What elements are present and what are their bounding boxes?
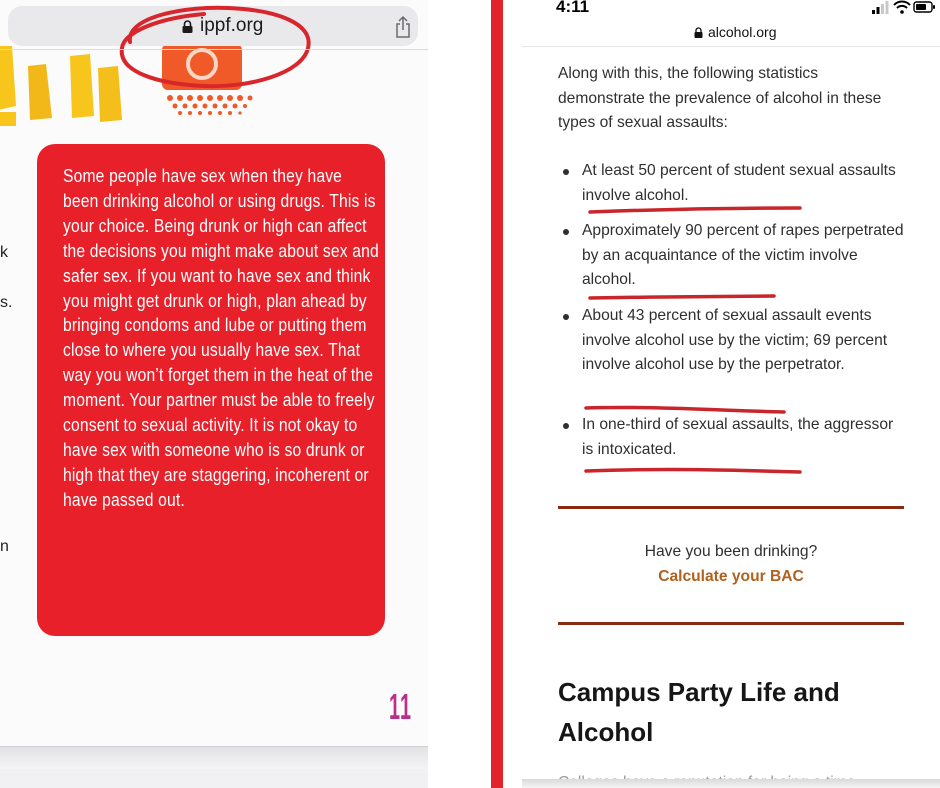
right-screenshot-panel [522, 0, 940, 788]
cut-off-text-fragment: s. [0, 294, 13, 311]
cut-off-text-fragment: n [0, 538, 9, 555]
callout-text: Some people have sex when they have been drinking alcohol or using drugs. This is your choice. Being drunk or high can affect the decisions you might make about sex and safer sex. If you want to have sex and think you might get drunk or high, plan ahead by bringing condoms and lube or putting them close to where you usually have sex. That way you won’t forget them in the heat of the moment. Your partner must be able to freely consent to sexual activity. It is not okay to have sex with someone who is so drunk or high that they are staggering, incoherent or have passed out. [63, 166, 379, 510]
left-screenshot-panel [0, 0, 428, 788]
red-callout-box [37, 144, 385, 636]
calculate-bac-link[interactable]: Calculate your BAC [658, 568, 804, 585]
toolbar-shadow [0, 747, 428, 769]
header-divider [0, 49, 428, 50]
share-icon[interactable] [394, 16, 412, 38]
lock-icon [694, 27, 703, 38]
list-item: In one-third of sexual assaults, the aggressor is intoxicated. [558, 413, 908, 462]
page-number: 11 [389, 686, 413, 727]
browser-bottom-toolbar [0, 746, 428, 788]
red-separator-bar [491, 0, 503, 788]
list-item: At least 50 percent of student sexual assaults involve alcohol. [558, 159, 908, 219]
address-bar-domain: ippf.org [200, 15, 264, 36]
list-item: About 43 percent of sexual assault events involve alcohol use by the victim; 69 percent involve alcohol use by the perpetrator. [558, 304, 908, 413]
signal-icon [872, 1, 889, 14]
address-bar-domain[interactable]: alcohol.org [708, 24, 777, 40]
list-item: Approximately 90 percent of rapes perpetrated by an acquaintance of the victim involve alcohol. [558, 219, 908, 304]
battery-icon [914, 2, 935, 12]
bac-question: Have you been drinking? [644, 543, 818, 560]
header-divider [522, 46, 940, 47]
section-heading: Campus Party Life and Alcohol [558, 677, 840, 747]
red-circle-annotation [108, 2, 320, 92]
section-divider-top [558, 506, 904, 509]
browser-bottom-edge [522, 779, 940, 788]
cut-off-text-fragment: k [0, 244, 8, 261]
section-divider-bottom [558, 622, 904, 625]
status-bar-time: 4:11 [556, 0, 590, 16]
status-bar-icons [872, 0, 936, 14]
intro-paragraph: Along with this, the following statistics demonstrate the prevalence of alcohol in these types of sexual assaults: [558, 65, 882, 131]
wifi-icon [894, 2, 910, 14]
statistics-list [558, 159, 908, 462]
